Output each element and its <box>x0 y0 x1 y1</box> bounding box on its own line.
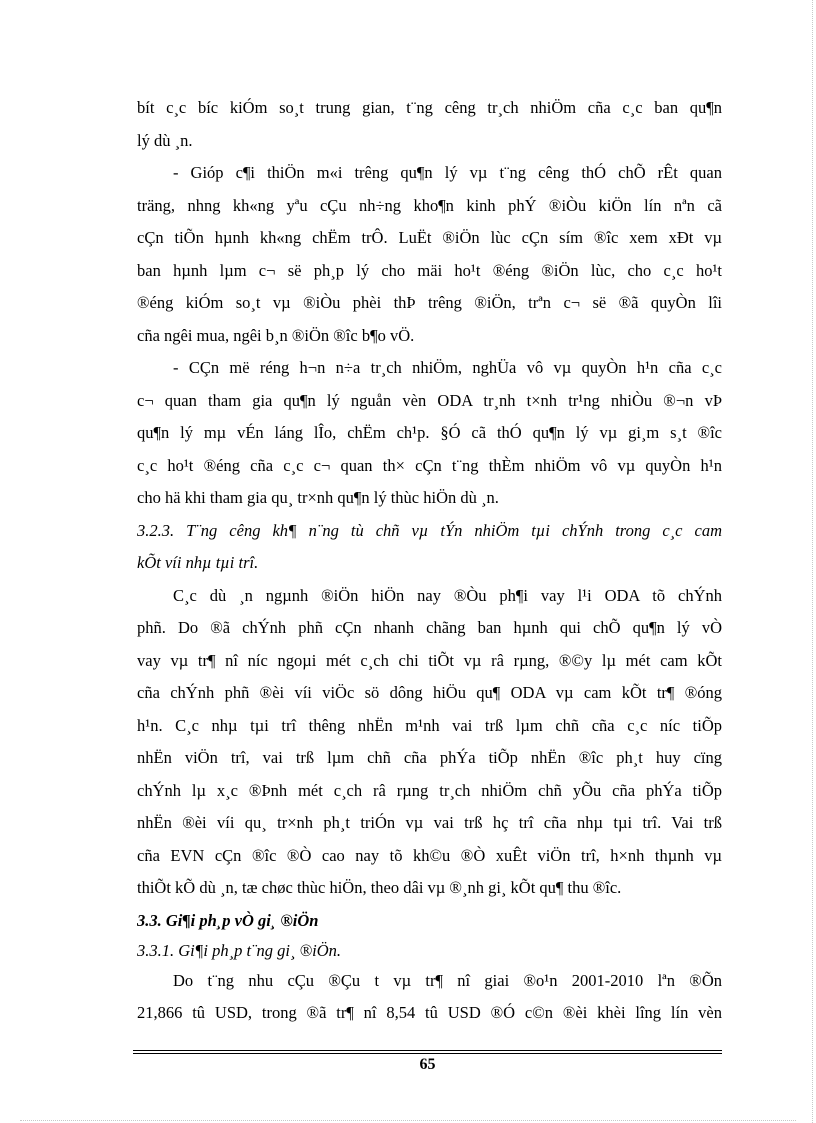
text-line: träng, nhng kh«ng yªu cÇu nh÷ng kho¶n kinh phÝ ®iÒu kiÖn lín nªn cã <box>137 195 722 215</box>
text-line: ®éng kiÓm so¸t vµ ®iÒu phèi thÞ trêng ®iÖn, trªn c¬ së ®ã quyÒn lîi <box>137 293 722 312</box>
paragraph-4 <box>137 584 722 909</box>
text-line: cÇn tiÕn hµnh kh«ng chËm trÔ. LuËt ®iÖn lùc cÇn sím ®îc xem xÐt vµ <box>137 228 722 247</box>
page-edge-right <box>812 0 813 1123</box>
heading-line: 3.2.3. T¨ng cêng kh¶ n¨ng tù chñ vµ tÝn nhiÖm tµi chÝnh trong c¸c cam <box>137 520 722 540</box>
text-line: phñ. Do ®ã chÝnh phñ cÇn nhanh chãng ban hµnh qui chÕ qu¶n lý vÒ <box>137 618 722 637</box>
text-line: C¸c dù ¸n ngµnh ®iÖn hiÖn nay ®Òu ph¶i vay l¹i ODA tõ chÝnh <box>173 585 722 605</box>
text-line: ban hµnh lµm c¬ së ph¸p lý cho mäi ho¹t ®éng ®iÖn lùc, cho c¸c ho¹t <box>137 260 722 280</box>
text-line: lý dù ¸n. <box>137 130 193 150</box>
text-line: - Gióp c¶i thiÖn m«i trêng qu¶n lý vµ t¨ng cêng thÓ chÕ rÊt quan <box>173 163 722 182</box>
heading-line: kÕt víi nhµ tµi trî. <box>137 553 259 572</box>
paragraph-5 <box>137 969 722 1034</box>
text-line: c¬ quan tham gia qu¶n lý nguån vèn ODA tr¸nh t×nh tr¹ng nhiÒu ®¬n vÞ <box>137 390 722 410</box>
text-line: h¹n. C¸c nhµ tµi trî thêng nhËn m¹nh vai trß lµm chñ cña c¸c níc tiÕp <box>137 715 722 735</box>
text-line: chÝnh lµ x¸c ®Þnh mét c¸ch râ rµng tr¸ch nhiÖm chñ yÕu cña phÝa tiÕp <box>137 780 722 800</box>
paragraph-3 <box>137 356 722 519</box>
text-line: thiÕt kÕ dù ¸n, tæ chøc thùc hiÖn, theo dâi vµ ®¸nh gi¸ kÕt qu¶ thu ®îc. <box>137 878 622 897</box>
text-line: cña chÝnh phñ ®èi víi viÖc sö dông hiÖu qu¶ ODA vµ cam kÕt tr¶ ®óng <box>137 683 722 702</box>
page-edge-bottom <box>20 1120 796 1121</box>
text-line: Do t¨ng nhu cÇu ®Çu t vµ tr¶ nî giai ®o¹n 2001-2010 lªn ®Õn <box>173 970 722 990</box>
text-line: - CÇn më réng h¬n n÷a tr¸ch nhiÖm, nghÜa vô vµ quyÒn h¹n cña c¸c <box>173 358 722 377</box>
section-heading-3-2-3 <box>137 519 722 584</box>
section-heading-3-3-1: 3.3.1. Gi¶i ph¸p t¨ng gi¸ ®iÖn. <box>137 940 342 960</box>
page-body <box>137 96 722 1034</box>
text-line: nhËn viÖn trî, vai trß lµm chñ cña phÝa tiÕp nhËn ®îc ph¸t huy cïng <box>137 748 722 767</box>
paragraph-1 <box>137 96 722 161</box>
text-line: 21,866 tû USD, trong ®ã tr¶ nî 8,54 tû USD ®Ó c©n ®èi khèi lîng lín vèn <box>137 1003 722 1022</box>
text-line: vay vµ tr¶ nî níc ngoµi mét c¸ch chi tiÕt vµ râ rµng, ®©y lµ mét cam kÕt <box>137 650 722 670</box>
text-line: bít c¸c bíc kiÓm so¸t trung gian, t¨ng cêng tr¸ch nhiÖm cña c¸c ban qu¶n <box>137 98 722 117</box>
text-line: cña EVN cÇn ®îc ®Ò cao nay tõ kh©u ®Ò xuÊt viÖn trî, h×nh thµnh vµ <box>137 845 722 865</box>
text-line: cña ngêi mua, ngêi b¸n ®iÖn ®îc b¶o vÖ. <box>137 325 415 345</box>
text-line: nhËn ®èi víi qu¸ tr×nh ph¸t triÓn vµ vai trß hç trî cña nhµ tµi trî. Vai trß <box>137 813 722 832</box>
text-line: qu¶n lý mµ vÉn láng lÎo, chËm ch¹p. §Ó cã thÓ qu¶n lý vµ gi¸m s¸t ®îc <box>137 423 722 442</box>
text-line: c¸c ho¹t ®éng cña c¸c c¬ quan th× cÇn t¨ng thÈm nhiÖm vô vµ quyÒn h¹n <box>137 455 722 475</box>
footer-rule <box>133 1050 722 1051</box>
text-line: cho hä khi tham gia qu¸ tr×nh qu¶n lý thùc hiÖn dù ¸n. <box>137 488 499 507</box>
paragraph-2 <box>137 161 722 356</box>
section-heading-3-3: 3.3. Gi¶i ph¸p vÒ gi¸ ®iÖn <box>137 910 319 930</box>
page-number: 65 <box>419 1056 436 1073</box>
